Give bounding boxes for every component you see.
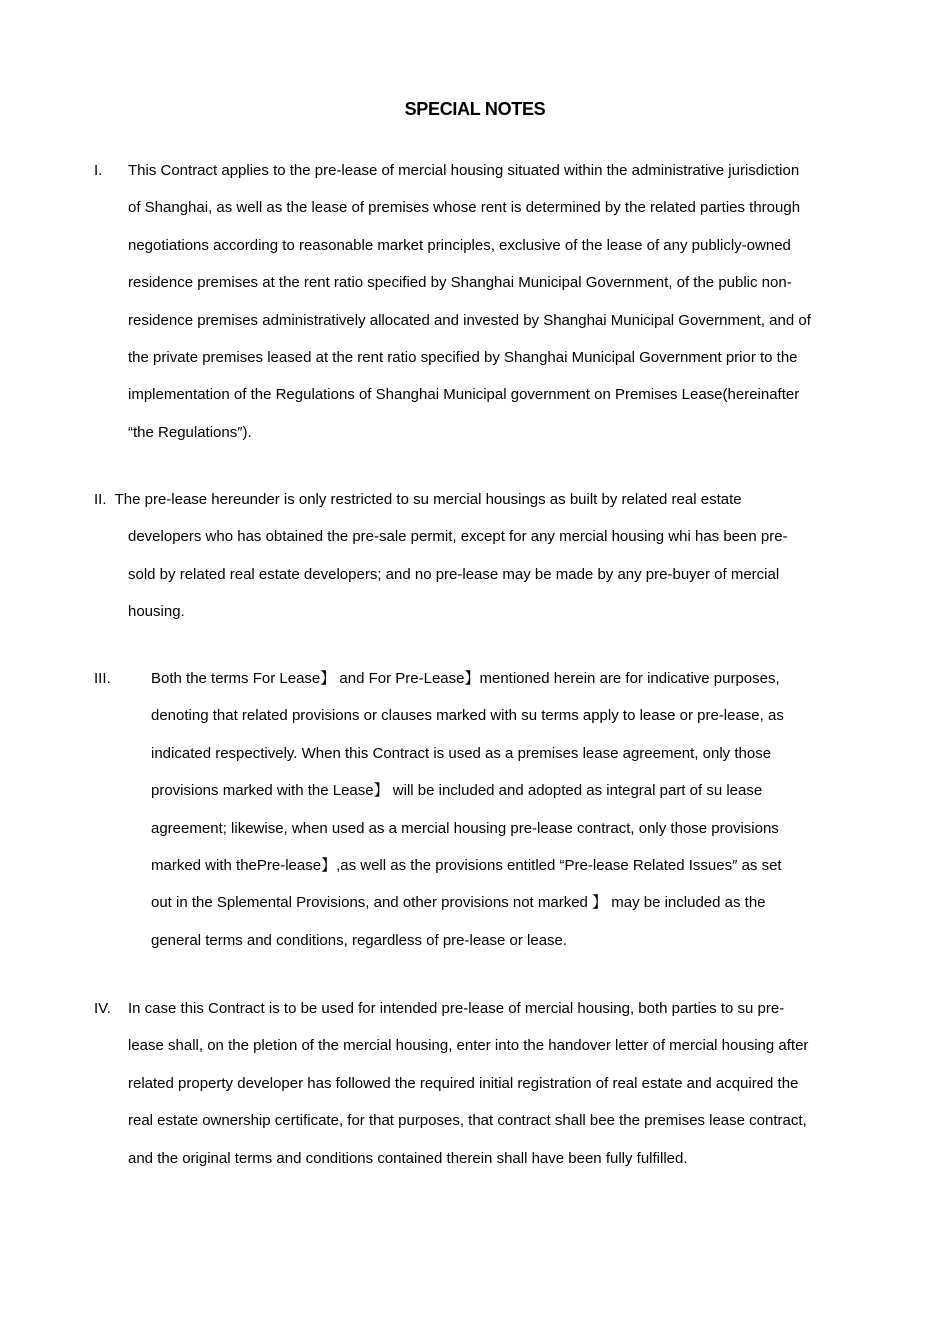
note-number: IV. [94,1000,111,1017]
note-text-first-line: The pre-lease hereunder is only restricted to su mercial housings as built by related real estate [114,491,742,508]
note-text: This Contract applies to the pre-lease of mercial housing situated within the administrative jurisdiction of Shanghai, as well as the lease of premises whose rent is determined by the related parties through negotiations according to reasonable market principles, exclusive of the lease of any publicly-owned residence premises at the rent ratio specified by Shanghai Municipal Government, of the public non- residence premises administratively allocated and invested by Shanghai Municipal Government, and of the private premises leased at the rent ratio specified by Shanghai Municipal Government prior to the implementation of the Regulations of Shanghai Municipal government on Premises Lease(hereinafter “the Regulations″). [128,162,811,441]
note-text: In case this Contract is to be used for intended pre-lease of mercial housing, both parties to su pre- lease shall, on the pletion of the mercial housing, enter into the handover letter of mercial housing after related property developer has followed the required initial registration of real estate and acquired the real estate ownership certificate, for that purposes, that contract shall bee the premises lease contract, and the original terms and conditions contained therein shall have been fully fulfilled. [128,1000,809,1167]
note-number: I. [94,162,103,179]
note-number: II. [94,491,107,508]
note-number: III. [94,670,111,687]
note-item-3 [94,660,871,959]
note-item-2 [94,481,868,631]
note-item-4 [94,990,868,1177]
note-item-1 [94,152,868,451]
note-first-line [94,481,868,518]
note-text: developers who has obtained the pre-sale permit, except for any mercial housing whi has been pre- sold by related real estate developers; and no pre-lease may be made by any pre-buyer of mercial housing. [128,528,788,621]
note-text: Both the terms For Lease】 and For Pre-Lease】mentioned herein are for indicative purposes, denoting that related provisions or clauses marked with su terms apply to lease or pre-lease, as indicated respectively. When this Contract is used as a premises lease agreement, only those provisions marked with the Lease】 will be included and adopted as integral part of su lease agreement; likewise, when used as a mercial housing pre-lease contract, only those provisions marked with thePre-lease】,as well as the provisions entitled “Pre-lease Related Issues″ as set out in the Splemental Provisions, and other provisions not marked 】 may be included as the general terms and conditions, regardless of pre-lease or lease. [151,670,784,949]
document-title: SPECIAL NOTES [404,99,546,119]
